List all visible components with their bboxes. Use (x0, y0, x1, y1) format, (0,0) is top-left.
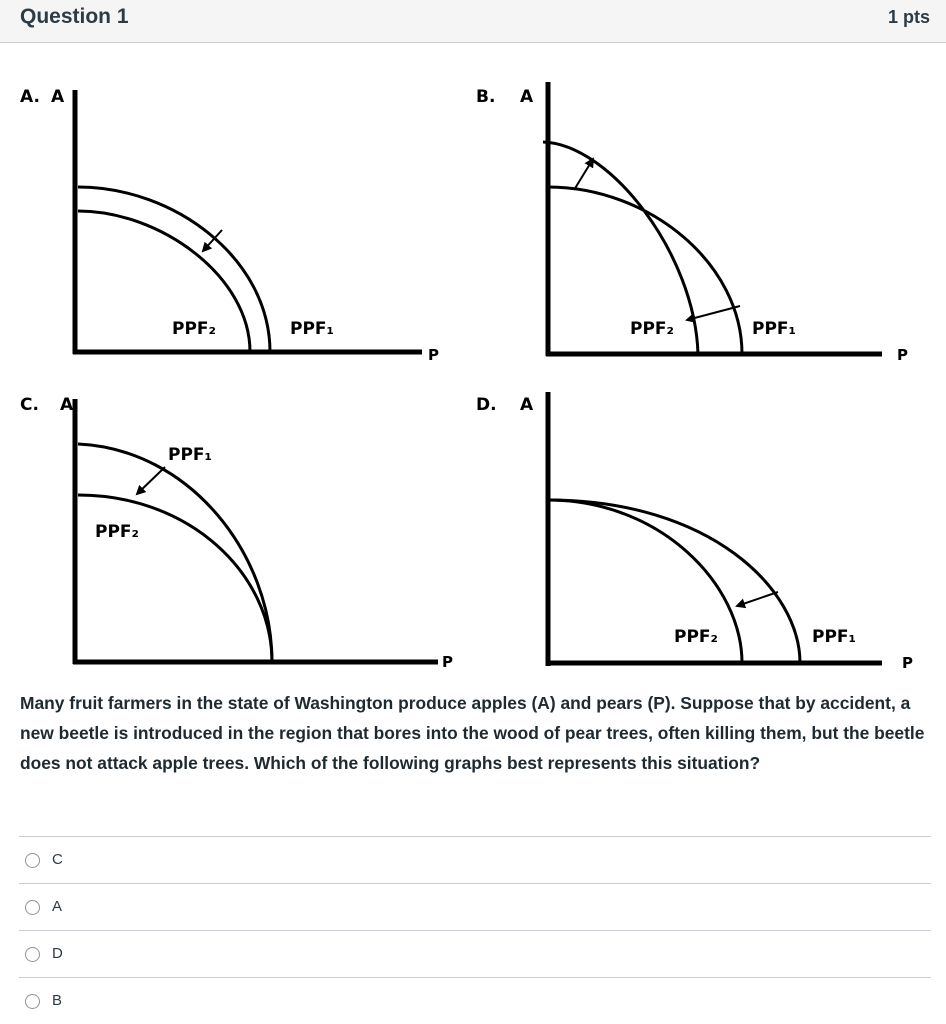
graph-d-shift-arrow (737, 592, 778, 606)
graph-a-y-axis-label: A (51, 87, 65, 107)
graph-b-shift-arrow-up (574, 159, 593, 190)
graph-b-ppf2-label: PPF₂ (630, 319, 674, 339)
graph-a-label: A. (20, 87, 40, 107)
answer-option-b[interactable] (19, 977, 931, 1024)
graph-a-x-axis-label: P (428, 346, 439, 364)
graph-c-ppf1-curve (78, 444, 272, 662)
answer-option-d[interactable] (19, 930, 931, 977)
question-header (0, 0, 946, 43)
graph-c-x-axis-label: P (442, 653, 453, 671)
graph-d (476, 392, 913, 672)
question-text: Many fruit farmers in the state of Washington produce apples (A) and pears (P). Suppose that by accident, a new beetle is introduced in the region that bores into the wood of pear trees, often killing them, but the beetle does not attack apple trees. Which of the following graphs best represents this situation? (20, 693, 925, 773)
radio-button[interactable] (25, 994, 40, 1009)
graph-c-ppf2-label: PPF₂ (95, 522, 139, 542)
graph-c (20, 395, 453, 671)
graph-d-y-axis-label: A (520, 395, 534, 415)
radio-button[interactable] (25, 947, 40, 962)
graph-b (476, 82, 908, 364)
graph-c-shift-arrow (137, 467, 165, 494)
graph-b-shift-arrow-left (687, 306, 740, 320)
graph-d-x-axis-label: P (902, 654, 913, 672)
ppf-graphs-figure (0, 44, 946, 684)
graph-b-y-axis-label: A (520, 87, 534, 107)
answer-list (19, 836, 931, 1024)
radio-button[interactable] (25, 900, 40, 915)
graph-b-ppf2-curve (543, 142, 698, 354)
graph-d-label: D. (476, 395, 497, 415)
graph-a-ppf1-label: PPF₁ (290, 319, 334, 339)
answer-label: B (52, 992, 63, 1009)
graph-a-ppf2-label: PPF₂ (172, 319, 216, 339)
answer-label: C (52, 851, 63, 868)
graph-a (20, 87, 439, 364)
graph-c-ppf1-label: PPF₁ (168, 445, 212, 465)
answer-option-c[interactable] (19, 836, 931, 883)
radio-button[interactable] (25, 853, 40, 868)
question-points: 1 pts (887, 7, 930, 27)
graph-c-y-axis-label: A (60, 395, 74, 415)
graph-a-ppf2-curve (78, 211, 250, 352)
graph-c-label: C. (20, 395, 39, 415)
graph-d-ppf2-label: PPF₂ (674, 627, 718, 647)
graph-b-ppf1-label: PPF₁ (752, 319, 796, 339)
answer-label: D (52, 945, 63, 962)
ppf-graphs-svg (0, 44, 946, 684)
graph-b-x-axis-label: P (897, 346, 908, 364)
graph-b-label: B. (476, 87, 496, 107)
answer-option-a[interactable] (19, 883, 931, 930)
graph-d-ppf1-label: PPF₁ (812, 627, 856, 647)
question-title: Question 1 (20, 5, 129, 28)
answer-label: A (52, 898, 63, 915)
graph-c-ppf2-curve (78, 495, 272, 662)
